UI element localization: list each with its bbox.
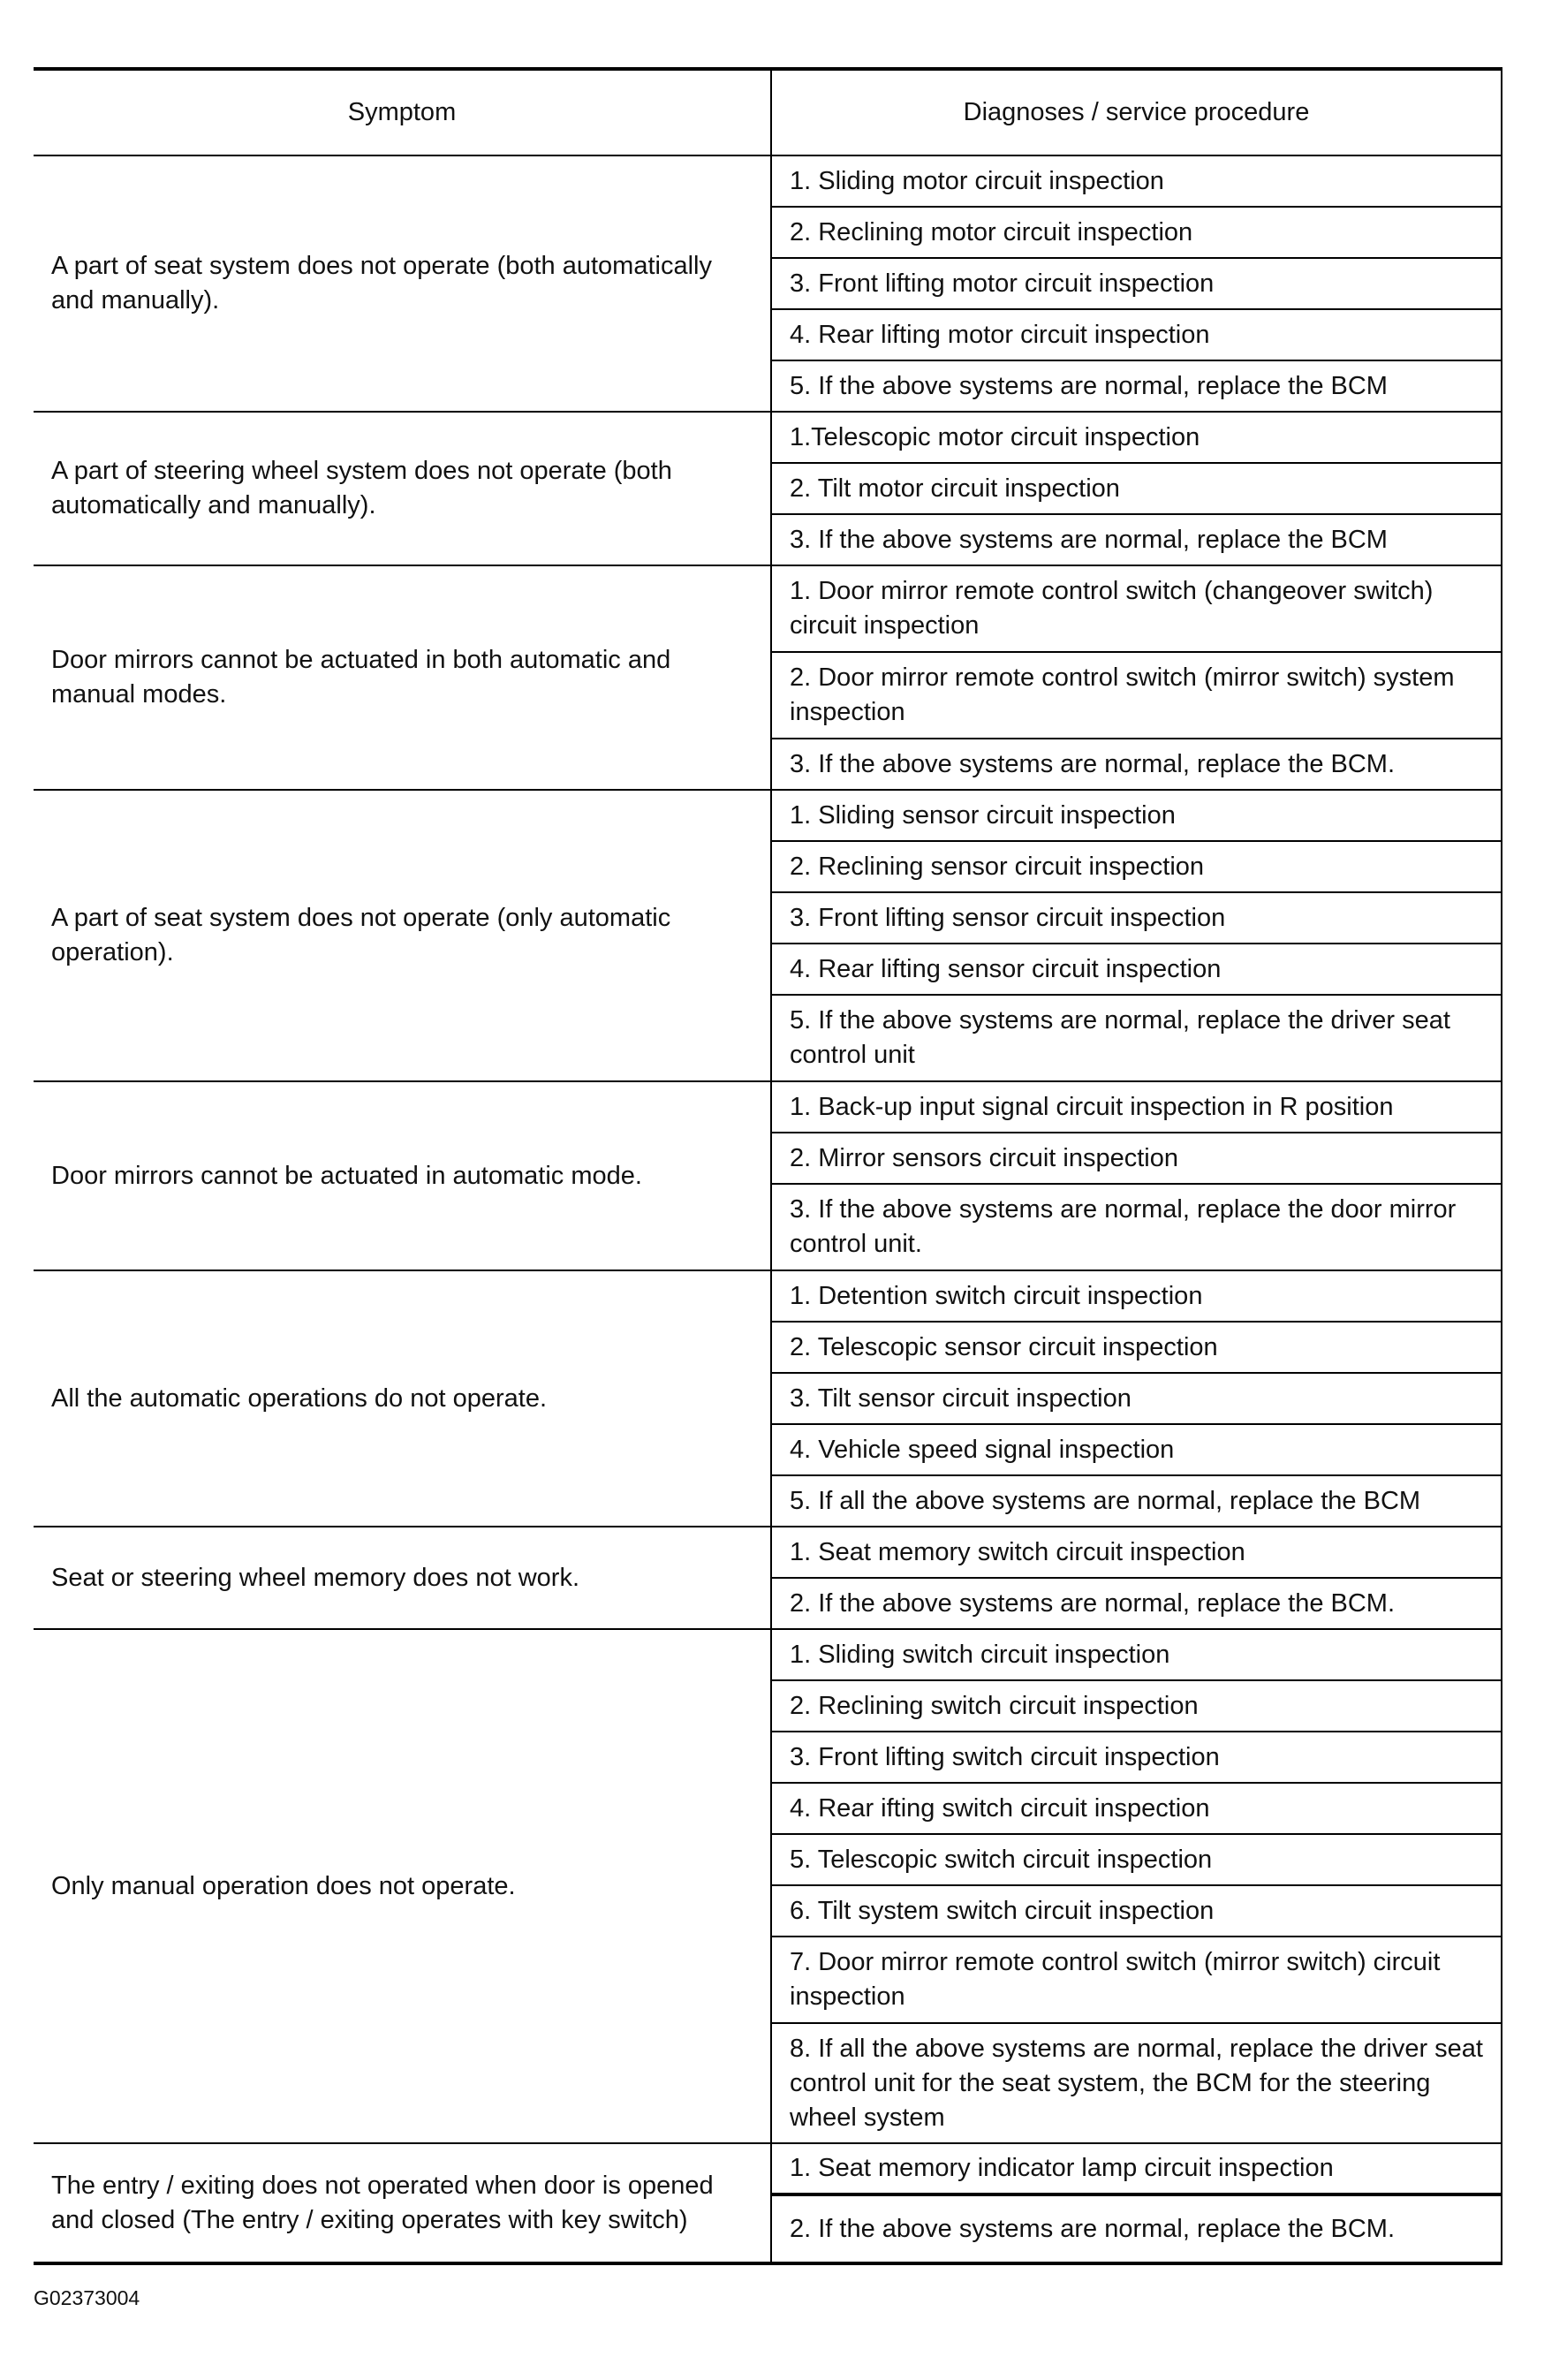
procedure-cell: 3. Front lifting sensor circuit inspection <box>771 892 1502 944</box>
procedure-cell: 2. If the above systems are normal, replace the BCM. <box>771 2194 1502 2263</box>
procedure-cell: 1. Sliding sensor circuit inspection <box>771 790 1502 841</box>
procedure-cell: 2. If the above systems are normal, replace the BCM. <box>771 1578 1502 1629</box>
procedure-cell: 6. Tilt system switch circuit inspection <box>771 1885 1502 1937</box>
procedure-cell: 1. Detention switch circuit inspection <box>771 1270 1502 1322</box>
procedure-cell: 2. Reclining sensor circuit inspection <box>771 841 1502 892</box>
symptom-cell: A part of steering wheel system does not operate (both automatically and manually). <box>34 412 771 565</box>
table-row <box>34 1270 1502 1322</box>
procedure-cell: 2. Door mirror remote control switch (mirror switch) system inspection <box>771 652 1502 739</box>
procedure-cell: 3. If the above systems are normal, replace the BCM. <box>771 739 1502 790</box>
table-row <box>34 790 1502 841</box>
diagnosis-table <box>34 67 1502 2265</box>
procedure-cell: 5. If the above systems are normal, replace the driver seat control unit <box>771 995 1502 1081</box>
procedure-cell: 1.Telescopic motor circuit inspection <box>771 412 1502 463</box>
symptom-cell: Door mirrors cannot be actuated in both automatic and manual modes. <box>34 565 771 790</box>
procedure-cell: 1. Back-up input signal circuit inspection in R position <box>771 1081 1502 1133</box>
procedure-cell: 1. Seat memory indicator lamp circuit inspection <box>771 2143 1502 2194</box>
procedure-cell: 4. Rear ifting switch circuit inspection <box>771 1783 1502 1834</box>
procedure-cell: 2. Tilt motor circuit inspection <box>771 463 1502 514</box>
procedure-cell: 8. If all the above systems are normal, replace the driver seat control unit for the seat system, the BCM for the steering wheel system <box>771 2023 1502 2143</box>
figure-id: G02373004 <box>34 2286 140 2309</box>
procedure-cell: 1. Sliding motor circuit inspection <box>771 155 1502 207</box>
procedure-cell: 4. Vehicle speed signal inspection <box>771 1424 1502 1475</box>
procedure-cell: 1. Seat memory switch circuit inspection <box>771 1527 1502 1578</box>
procedure-cell: 3. Front lifting motor circuit inspection <box>771 258 1502 309</box>
procedure-cell: 3. Front lifting switch circuit inspection <box>771 1732 1502 1783</box>
symptom-header: Symptom <box>34 69 771 155</box>
procedure-cell: 7. Door mirror remote control switch (mirror switch) circuit inspection <box>771 1937 1502 2023</box>
table-row <box>34 1081 1502 1133</box>
procedure-cell: 3. Tilt sensor circuit inspection <box>771 1373 1502 1424</box>
table-row <box>34 565 1502 652</box>
symptom-cell: A part of seat system does not operate (both automatically and manually). <box>34 155 771 412</box>
procedure-cell: 5. If all the above systems are normal, replace the BCM <box>771 1475 1502 1527</box>
procedure-cell: 4. Rear lifting sensor circuit inspection <box>771 944 1502 995</box>
procedure-cell: 5. If the above systems are normal, replace the BCM <box>771 360 1502 412</box>
symptom-cell: A part of seat system does not operate (only automatic operation). <box>34 790 771 1081</box>
symptom-cell: All the automatic operations do not operate. <box>34 1270 771 1527</box>
table-header-row <box>34 69 1502 155</box>
table-body <box>34 155 1502 2263</box>
table-row <box>34 1527 1502 1578</box>
table-row <box>34 1629 1502 1680</box>
procedure-cell: 2. Reclining motor circuit inspection <box>771 207 1502 258</box>
procedure-header: Diagnoses / service procedure <box>771 69 1502 155</box>
table-row <box>34 412 1502 463</box>
procedure-cell: 3. If the above systems are normal, replace the door mirror control unit. <box>771 1184 1502 1270</box>
procedure-cell: 2. Mirror sensors circuit inspection <box>771 1133 1502 1184</box>
symptom-cell: Seat or steering wheel memory does not work. <box>34 1527 771 1629</box>
procedure-cell: 1. Door mirror remote control switch (changeover switch) circuit inspection <box>771 565 1502 652</box>
symptom-cell: Door mirrors cannot be actuated in automatic mode. <box>34 1081 771 1270</box>
symptom-cell: Only manual operation does not operate. <box>34 1629 771 2143</box>
procedure-cell: 2. Telescopic sensor circuit inspection <box>771 1322 1502 1373</box>
symptom-cell: The entry / exiting does not operated when door is opened and closed (The entry / exiting operates with key switch) <box>34 2143 771 2263</box>
procedure-cell: 1. Sliding switch circuit inspection <box>771 1629 1502 1680</box>
table-row <box>34 2143 1502 2194</box>
procedure-cell: 2. Reclining switch circuit inspection <box>771 1680 1502 1732</box>
procedure-cell: 4. Rear lifting motor circuit inspection <box>771 309 1502 360</box>
procedure-cell: 5. Telescopic switch circuit inspection <box>771 1834 1502 1885</box>
table-row <box>34 155 1502 207</box>
procedure-cell: 3. If the above systems are normal, replace the BCM <box>771 514 1502 565</box>
